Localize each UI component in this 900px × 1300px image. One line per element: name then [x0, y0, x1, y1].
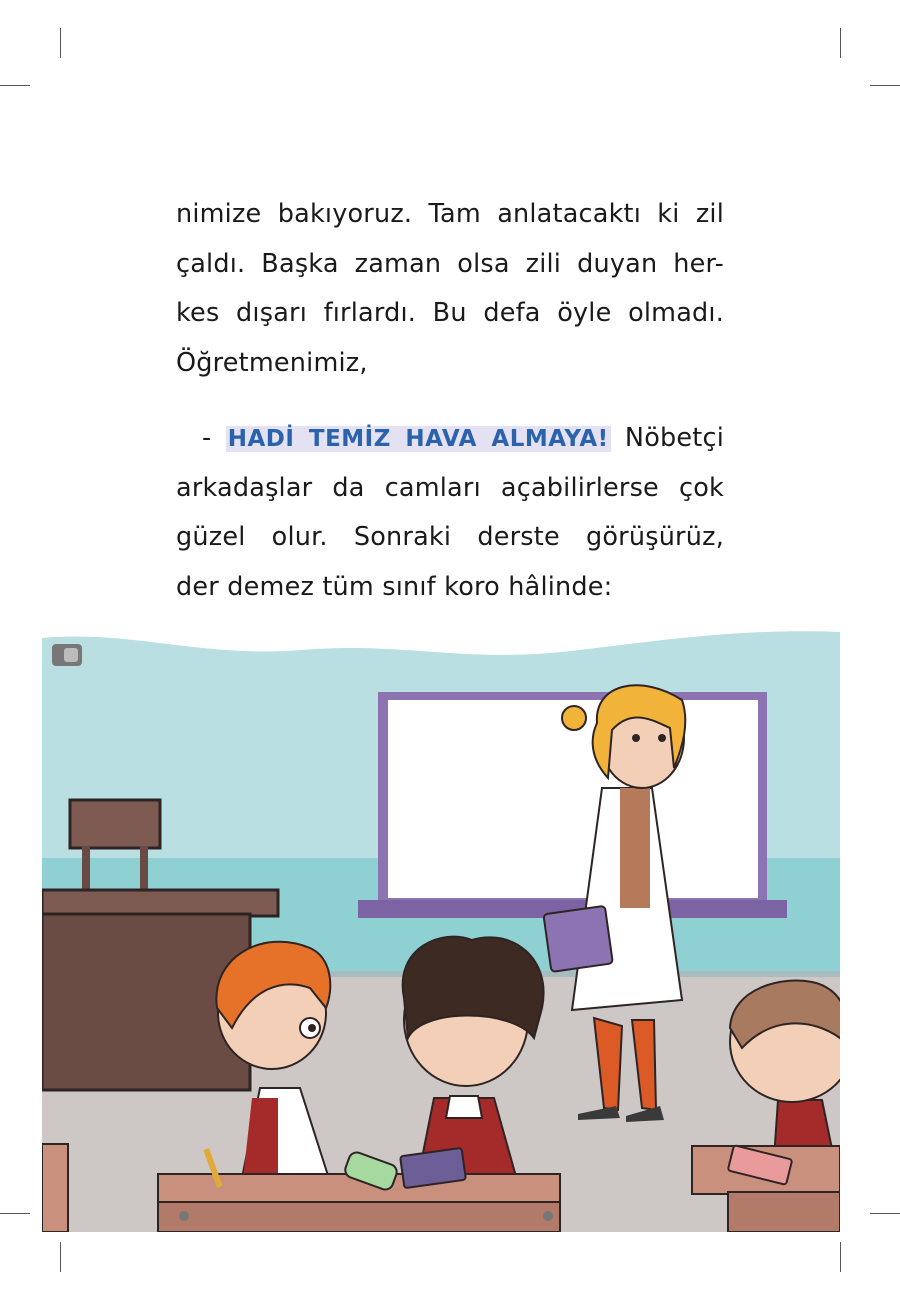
text-line: kes dışarı fırlardı. Bu defa öyle olmadı.	[176, 298, 724, 328]
text-line: nimize bakıyoruz. Tam anlatacaktı ki zil	[176, 199, 724, 229]
text-fragment: Nöbetçi	[624, 423, 724, 453]
text-line: arkadaşlar da camları açabilirlerse çok	[176, 472, 724, 503]
highlighted-exclamation: HADİ TEMİZ HAVA ALMAYA!	[227, 426, 609, 452]
crop-mark	[840, 1242, 841, 1272]
teacher-folder	[543, 906, 612, 972]
crop-mark	[0, 1213, 30, 1214]
dialogue-line	[176, 414, 724, 464]
crop-mark	[870, 1213, 900, 1214]
teacher-desk	[42, 890, 278, 916]
text-line: der demez tüm sınıf koro hâlinde:	[176, 571, 613, 602]
crop-mark	[60, 28, 61, 58]
crop-mark	[60, 1242, 61, 1272]
text-line: çaldı. Başka zaman olsa zili duyan her-	[176, 248, 724, 279]
dialogue-dash: -	[202, 423, 212, 453]
story-text	[176, 190, 724, 612]
crop-mark	[0, 85, 30, 86]
crop-mark	[840, 28, 841, 58]
text-line: güzel olur. Sonraki derste görüşürüz,	[176, 522, 724, 552]
text-line: Öğretmenimiz,	[176, 347, 368, 378]
student-desk-left	[42, 1144, 68, 1232]
crop-mark	[870, 85, 900, 86]
chair	[70, 800, 160, 848]
classroom-illustration	[42, 628, 840, 1232]
